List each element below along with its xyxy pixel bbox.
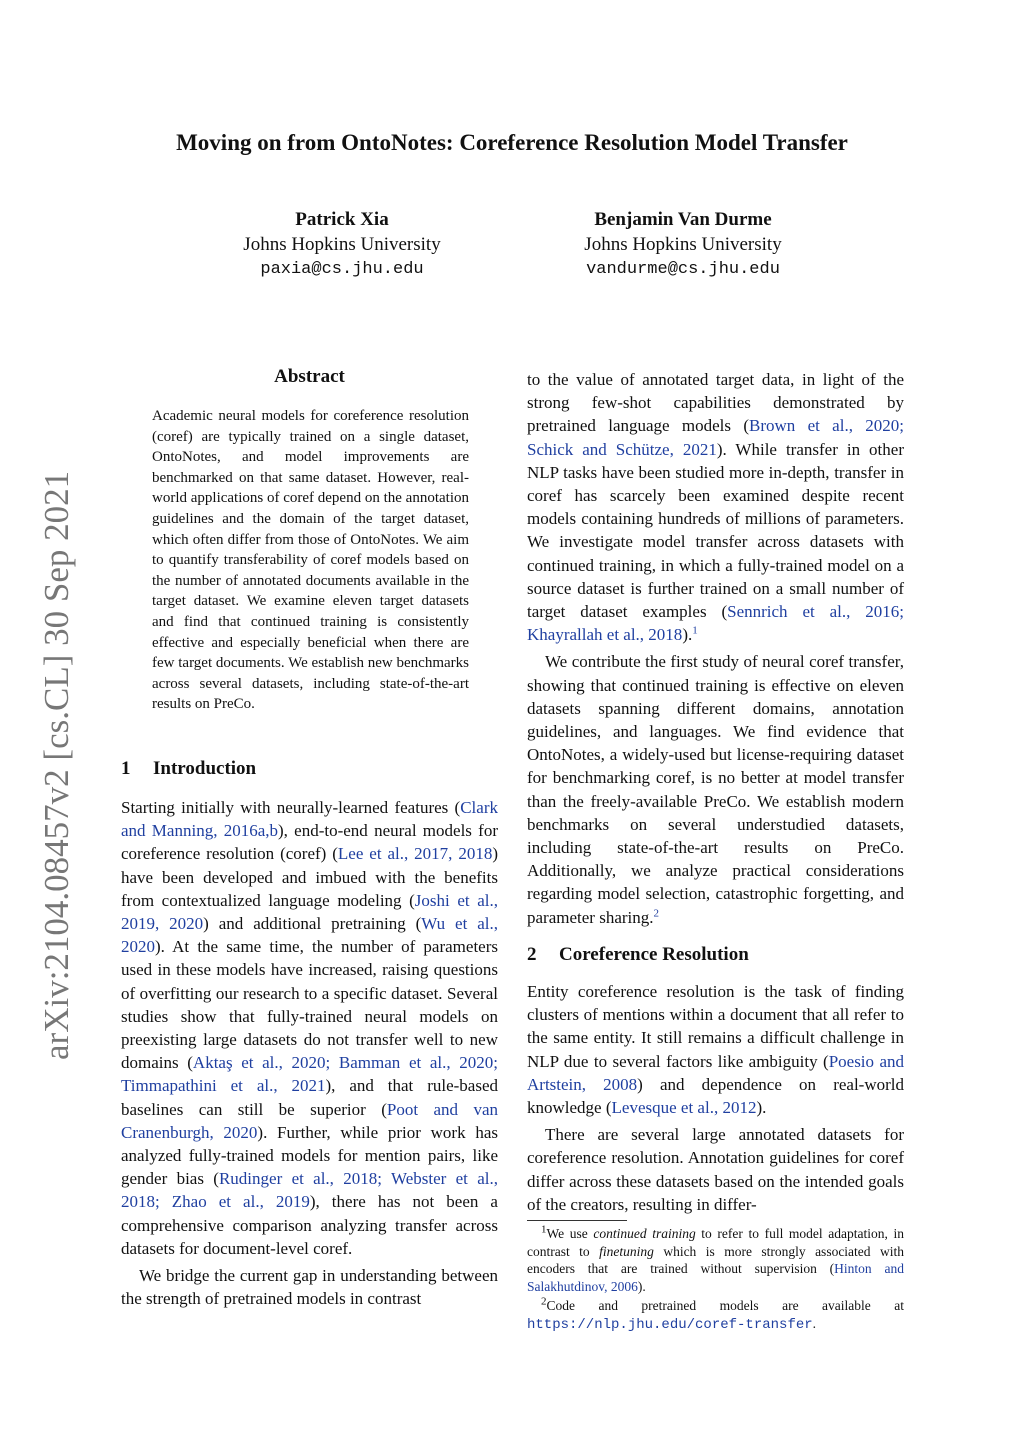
footnote-1: $^1$We use continued training to refer to full model adaptation, in contrast to finetuning which is more strongly associated with encoders that are trained without supervision (Hinton and Salakhutdinov, 2006). <box>527 1223 904 1294</box>
sec2-paragraph-2: There are several large annotated datasets for coreference resolution. Annotation guidelines for coref differ across these datasets based on the intended goals of the creators, resulting in differ- <box>527 1125 904 1214</box>
citation-link[interactable]: Poesio and Artstein, 2008 <box>527 1051 904 1094</box>
citation-link[interactable]: Hinton and Salakhutdinov, 2006 <box>527 1261 904 1294</box>
citation-link[interactable]: Levesque et al., 2012 <box>611 1098 757 1118</box>
author-affiliation: Johns Hopkins University <box>584 234 782 255</box>
footnote-mark[interactable]: 2 <box>653 907 659 920</box>
section-2-heading <box>527 944 904 966</box>
right-column-body <box>527 368 904 929</box>
citation-link[interactable]: Sennrich et al., 2016; Khayrallah et al., 2018 <box>527 602 904 645</box>
right-paragraph-2: We contribute the first study of neural coref transfer, showing that continued training is effective on eleven datasets spanning different domains, annotation guidelines, and languages. We find evidence that OntoNotes, a widely-used but license-requiring dataset for benchmarking coref, is no better at model transfer than the freely-available PreCo. We establish modern benchmarks on several understudied datasets, including state-of-the-art results on PreCo. Additionally, we analyze practical considerations regarding model selection, catastrophic forgetting, and parameter sharing.$^2$ <box>527 652 904 927</box>
section-number: 2 <box>527 944 537 965</box>
citation-link[interactable]: Aktaş et al., 2020; Bamman et al., 2020; Timmapathini et al., 2021 <box>121 1053 498 1096</box>
abstract-heading: Abstract <box>274 366 345 387</box>
abstract-text: Academic neural models for coreference resolution (coref) are typically trained on a single dataset, OntoNotes, and model improvements are benchmarked on that same dataset. However, real-world applications of coref depend on the annotation guidelines and the domain of the target dataset, which often differ from those of OntoNotes. We aim to quantify transferability of coref models based on the number of annotated documents available in the target dataset. We examine eleven target datasets and find that continued training is consistently effective and especially beneficial when there are few target documents. We establish new benchmarks across several datasets, including state-of-the-art results on PreCo. <box>152 408 469 713</box>
section-title: Introduction <box>153 758 257 779</box>
section-number: 1 <box>121 758 131 779</box>
author-name: Benjamin Van Durme <box>594 209 772 230</box>
section-1-heading <box>121 758 498 780</box>
citation-link[interactable]: Brown et al., 2020; Schick and Schütze, 2021 <box>527 416 904 459</box>
right-paragraph-1: to the value of annotated target data, in light of the strong few-shot capabilities demonstrated by pretrained language models (Brown et al., 2020; Schick and Schütze, 2021). While transfer in other NLP tasks have been studied more in-depth, transfer in coref has scarcely been examined despite recent models containing hundreds of millions of parameters. We investigate model transfer across datasets with continued training, in which a fully-trained model on a source dataset is further trained on a small number of target dataset examples (Sennrich et al., 2016; Khayrallah et al., 2018).$^1$ <box>527 370 904 645</box>
code-url-link[interactable]: https://nlp.jhu.edu/coref-transfer <box>527 1316 813 1333</box>
author-affiliation: Johns Hopkins University <box>243 234 441 255</box>
footnote-rule <box>527 1220 627 1221</box>
citation-link[interactable]: Clark and Manning, 2016a,b <box>121 798 498 841</box>
footnote-number: 2 <box>541 1295 547 1308</box>
author-email[interactable]: vandurme@cs.jhu.edu <box>586 260 780 279</box>
citation-link[interactable]: Rudinger et al., 2018; Webster et al., 2018; Zhao et al., 2019 <box>121 1169 498 1212</box>
footnotes <box>527 1225 904 1334</box>
intro-body <box>121 796 498 1310</box>
citation-link[interactable]: Lee et al., 2017, 2018 <box>337 844 493 864</box>
author-name: Patrick Xia <box>295 209 389 230</box>
section-2-body <box>527 980 904 1216</box>
intro-paragraph-2: We bridge the current gap in understanding between the strength of pretrained models in contrast <box>121 1266 498 1309</box>
footnote-mark[interactable]: 1 <box>692 624 698 637</box>
section-title: Coreference Resolution <box>559 944 749 965</box>
sec2-paragraph-1: Entity coreference resolution is the task of finding clusters of mentions within a document that all refer to the same entity. It still remains a difficult challenge in NLP due to several factors like ambiguity (Poesio and Artstein, 2008) and dependence on real-world knowledge (Levesque et al., 2012). <box>527 982 904 1118</box>
arxiv-side-label: arXiv:2104.08457v2 [cs.CL] 30 Sep 2021 <box>37 470 76 1060</box>
paper-title: Moving on from OntoNotes: Coreference Resolution Model Transfer <box>176 130 848 155</box>
footnote-number: 1 <box>541 1223 547 1236</box>
citation-link[interactable]: Wu et al., 2020 <box>121 914 499 957</box>
author-block-2 <box>523 207 843 282</box>
footnote-2: $^2$Code and pretrained models are available at https://nlp.jhu.edu/coref-transfer. <box>527 1295 904 1333</box>
intro-paragraph-1: Starting initially with neurally-learned features (Clark and Manning, 2016a,b), end-to-end neural models for coreference resolution (coref) (Lee et al., 2017, 2018) have been developed and imbued with the benefits from contextualized language modeling (Joshi et al., 2019, 2020) and additional pretraining (Wu et al., 2020). At the same time, the number of parameters used in these models have increased, raising questions of overfitting our research to a specific dataset. Several studies show that fully-trained neural models on preexisting large datasets do not transfer well to new domains (Aktaş et al., 2020; Bamman et al., 2020; Timmapathini et al., 2021), and that rule-based baselines can still be superior (Poot and van Cranenburgh, 2020). Further, while prior work has analyzed fully-trained models for mention pairs, like gender bias (Rudinger et al., 2018; Webster et al., 2018; Zhao et al., 2019), there has not been a comprehensive comparison analyzing transfer across datasets for document-level coref. <box>121 798 499 1258</box>
author-block-1 <box>182 207 502 282</box>
citation-link[interactable]: Poot and van Cranenburgh, 2020 <box>121 1099 499 1142</box>
author-email[interactable]: paxia@cs.jhu.edu <box>260 260 424 279</box>
citation-link[interactable]: Joshi et al., 2019, 2020 <box>121 890 498 934</box>
